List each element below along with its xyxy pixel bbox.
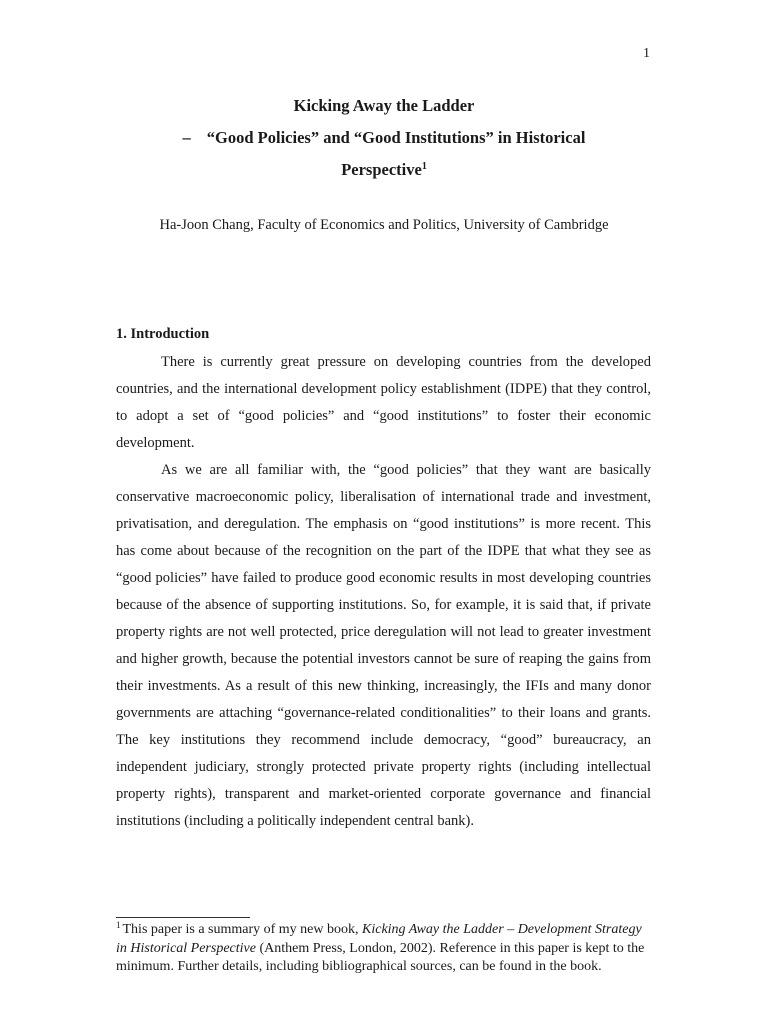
footnote-mark: 1: [116, 920, 121, 930]
title-dash: –: [182, 128, 191, 147]
title-line-3: [0, 154, 768, 186]
title-line-2: [0, 122, 768, 154]
footnote-book-title: Kicking Away the Ladder – Development Strategy in Historical Perspective: [116, 922, 642, 956]
title-line-2-text: “Good Policies” and “Good Institutions” in Historical: [206, 128, 586, 147]
footnote: [116, 921, 646, 977]
section-heading: 1. Introduction: [116, 326, 210, 342]
page-number: 1: [643, 46, 650, 61]
paragraph: There is currently great pressure on developing countries from the developed countries, and the international development policy establishment (IDPE) that they control, to adopt a set of “good policies” and “good institutions” to foster their economic development.: [116, 354, 651, 451]
author-affiliation: Ha-Joon Chang, Faculty of Economics and Politics, University of Cambridge: [159, 217, 609, 233]
footnote-text-after: (Anthem Press, London, 2002). Reference in this paper is kept to the minimum. Further details, including bibliographical sources, can be found in the book.: [116, 940, 645, 974]
paragraph: As we are all familiar with, the “good policies” that they want are basically conservative macroeconomic policy, liberalisation of international trade and investment, privatisation, and deregulation. The emphasis on “good institutions” is more recent. This has come about because of the recognition on the part of the IDPE that what they see as “good policies” have failed to produce good economic results in most developing countries because of the absence of supporting institutions. So, for example, it is said that, if private property rights are not well protected, price deregulation will not lead to greater investment and higher growth, because the potential investors cannot be sure of reaping the gains from their investments. As a result of this new thinking, increasingly, the IFIs and many donor governments are attaching “governance-related conditionalities” to their loans and grants. The key institutions they recommend include democracy, “good” bureaucracy, an independent judiciary, strongly protected private property rights (including intellectual property rights), transparent and market-oriented corporate governance and financial institutions (including a politically independent central bank).: [116, 462, 651, 829]
title-line-1: Kicking Away the Ladder: [293, 96, 475, 115]
title-line-3-text: Perspective: [341, 160, 422, 179]
paper-title: [0, 90, 768, 186]
footnote-separator: [116, 917, 250, 918]
title-footnote-ref[interactable]: 1: [421, 161, 427, 172]
introduction-section: [116, 323, 651, 835]
footnote-text-before: This paper is a summary of my new book,: [122, 922, 363, 937]
